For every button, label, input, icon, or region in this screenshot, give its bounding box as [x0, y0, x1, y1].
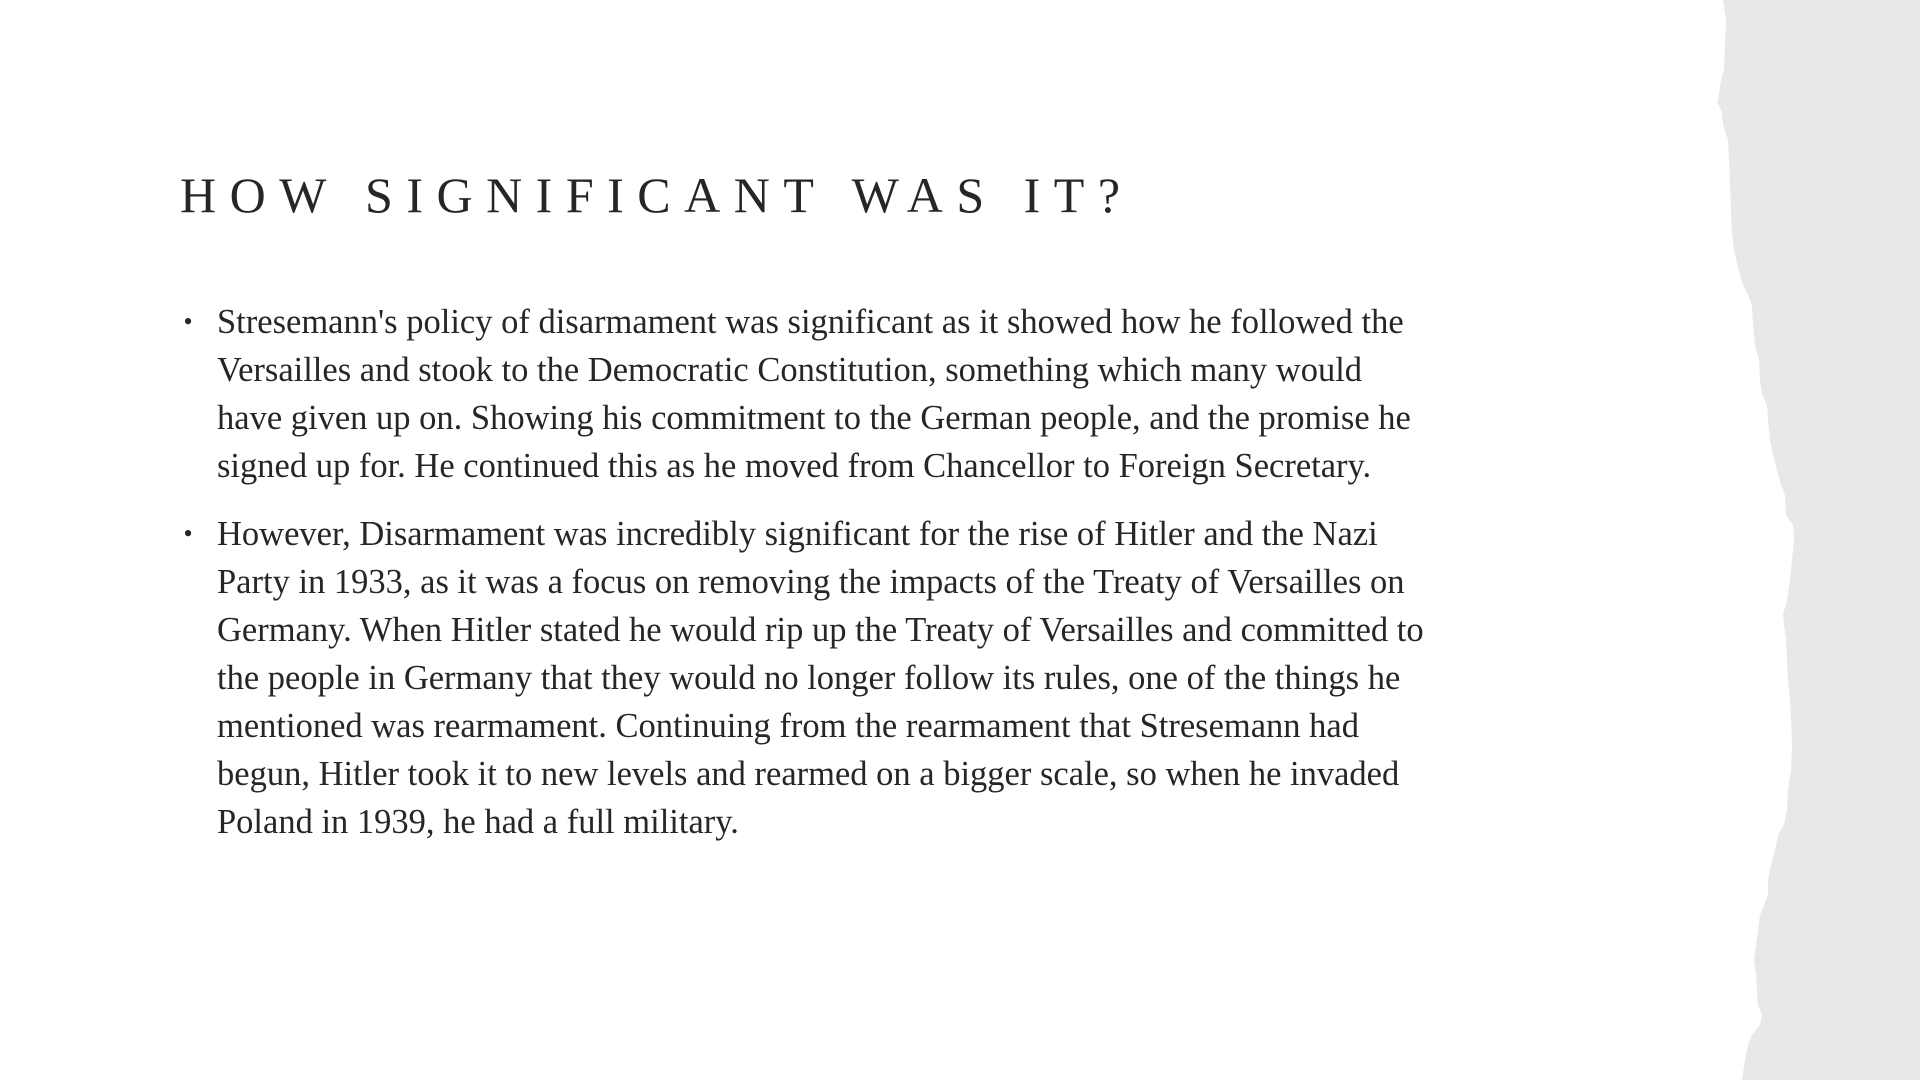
paragraph-line: the people in Germany that they would no longer follow its rules, one of the things he: [217, 659, 1401, 697]
paragraph-line: mentioned was rearmament. Continuing from the rearmament that Stresemann had: [217, 707, 1359, 745]
paragraph-line: begun, Hitler took it to new levels and rearmed on a bigger scale, so when he invaded: [217, 755, 1400, 793]
paragraph-line: Poland in 1939, he had a full military.: [217, 803, 739, 841]
paragraph-line: signed up for. He continued this as he moved from Chancellor to Foreign Secretary.: [217, 447, 1372, 485]
bullet-dot-icon: •: [183, 519, 193, 548]
paragraph-line: Party in 1933, as it was a focus on removing the impacts of the Treaty of Versailles on: [217, 563, 1405, 601]
paragraph-line: have given up on. Showing his commitment to the German people, and the promise he: [217, 399, 1411, 437]
paragraph-line: However, Disarmament was incredibly significant for the rise of Hitler and the Nazi: [217, 515, 1378, 553]
paragraph-line: Versailles and stook to the Democratic Constitution, something which many would: [217, 351, 1363, 389]
paragraph-line: Germany. When Hitler stated he would rip up the Treaty of Versailles and committed to: [217, 611, 1424, 649]
bullet-item: [178, 510, 1698, 846]
bullet-item: [178, 298, 1698, 490]
bullet-list: [178, 298, 1698, 866]
slide-title: HOW SIGNIFICANT WAS IT?: [180, 167, 1134, 223]
paragraph-line: Stresemann's policy of disarmament was significant as it showed how he followed the: [217, 303, 1404, 341]
bullet-dot-icon: •: [183, 307, 193, 336]
